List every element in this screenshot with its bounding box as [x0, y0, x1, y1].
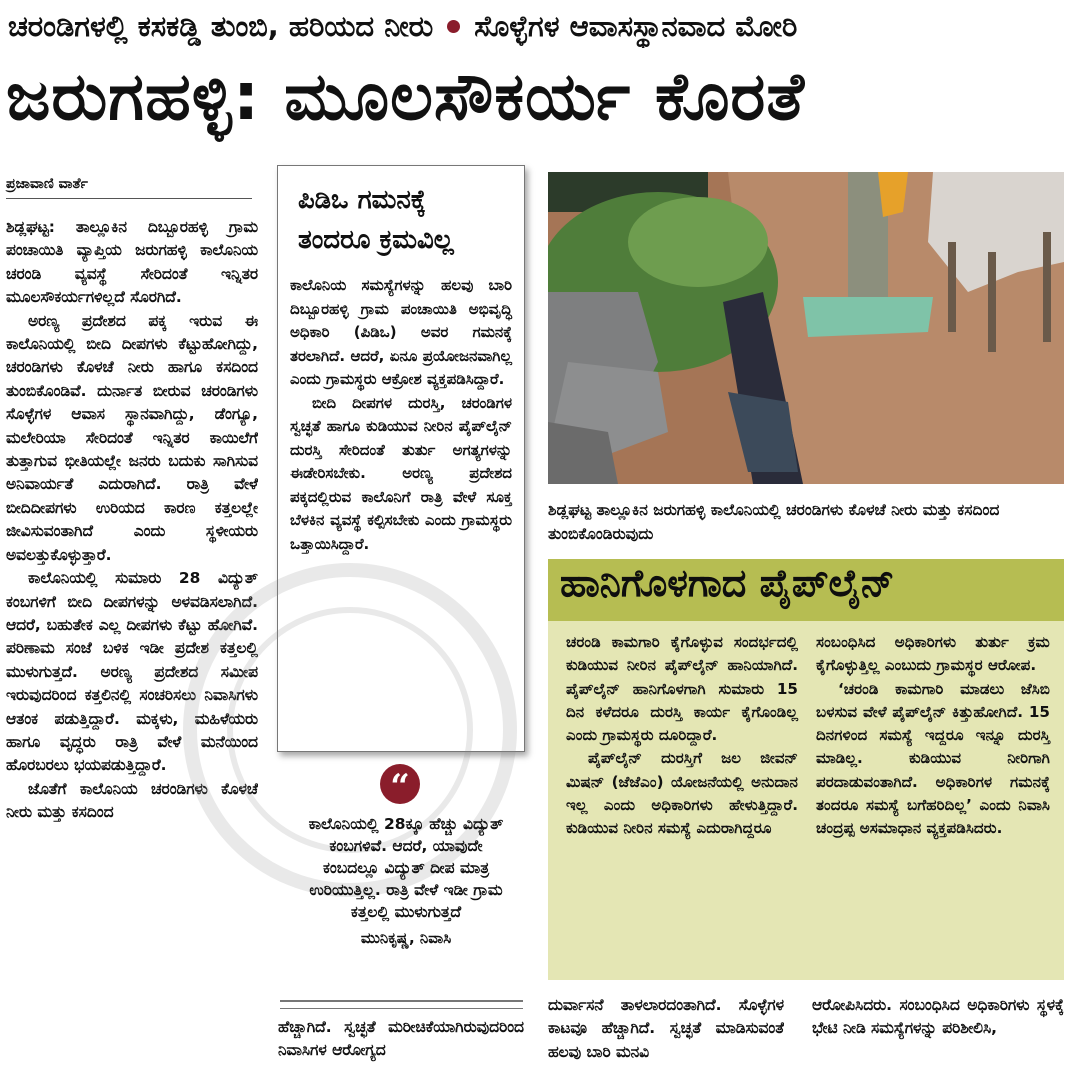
news-photo — [548, 172, 1064, 484]
panel-title: ಹಾನಿಗೊಳಗಾದ ಪೈಪ್‌ಲೈನ್ — [560, 561, 895, 605]
kicker-bullet — [447, 20, 460, 33]
article-column-3-continued — [548, 994, 784, 1080]
sidebar-box-title-line: ಪಿಡಿಒ ಗಮನಕ್ಕೆ — [298, 185, 427, 215]
paragraph: ಪೈಪ್‌ಲೈನ್ ದುರಸ್ತಿಗೆ ಜಲ ಜೀವನ್ ಮಿಷನ್ (ಜೆಜೆಎಂ) ಯೋಜನೆಯಲ್ಲಿ ಅನುದಾನ ಇಲ್ಲ ಎಂದು ಅಧಿಕಾರಿಗಳು ಹೇಳುತ್ತಿದ್ದಾರೆ. ಕುಡಿಯುವ ನೀರಿನ ಸಮಸ್ಯೆ ಎದುರಾಗಿದ್ದರೂ — [566, 749, 798, 838]
paragraph: ಅರಣ್ಯ ಪ್ರದೇಶದ ಪಕ್ಕ ಇರುವ ಈ ಕಾಲೊನಿಯಲ್ಲಿ ಬೀದಿ ದೀಪಗಳು ಕೆಟ್ಟುಹೋಗಿದ್ದು, ಚರಂಡಿಗಳು ಕೊಳಚೆ ನೀರು ಹಾಗೂ ಕಸದಿಂದ ತುಂಬಿಕೊಂಡಿವೆ. ದುರ್ನಾತ ಬೀರುವ ಚರಂಡಿಗಳು ಸೊಳ್ಳೆಗಳ ಆವಾಸ ಸ್ಥಾನವಾಗಿದ್ದು, ಡೆಂಗ್ಯೂ, ಮಲೇರಿಯಾ ಸೇರಿದಂತೆ ಇನ್ನಿತರ ಕಾಯಿಲೆಗೆ ತುತ್ತಾಗುವ ಭೀತಿಯಲ್ಲೇ ಜನರು ಬದುಕು ಸಾಗಿಸುವ ಅನಿವಾರ್ಯತೆ ಎದುರಾಗಿದೆ. ರಾತ್ರಿ ವೇಳೆ ಬೀದಿದೀಪಗಳು ಉರಿಯದ ಕಾರಣ ಕತ್ತಲಲ್ಲೇ ಜೀವಿಸುವಂತಾಗಿದೆ ಎಂದು ಸ್ಥಳೀಯರು ಅವಲತ್ತುಕೊಳ್ಳುತ್ತಾರೆ. — [6, 311, 258, 564]
sidebar-box-title-line: ತಂದರೂ ಕ್ರಮವಿಲ್ಲ — [298, 225, 454, 255]
article-column-2-continued — [278, 1016, 524, 1080]
panel-column-right — [816, 631, 1050, 841]
kicker-line — [8, 4, 1062, 48]
paragraph: ಜೊತೆಗೆ ಕಾಲೊನಿಯ ಚರಂಡಿಗಳು ಕೊಳಚೆ ನೀರು ಮತ್ತು ಕಸದಿಂದ — [6, 779, 258, 822]
byline: ಪ್ರಜಾವಾಣಿ ವಾರ್ತೆ — [6, 176, 252, 199]
article-column-1 — [6, 216, 258, 1076]
pull-quote — [300, 813, 512, 949]
kicker-left: ಚರಂಡಿಗಳಲ್ಲಿ ಕಸಕಡ್ಡಿ ತುಂಬಿ, ಹರಿಯದ ನೀರು — [8, 8, 434, 43]
quote-icon: “ — [380, 764, 420, 804]
sidebar-box-title — [298, 180, 508, 260]
divider — [280, 1000, 523, 1009]
paragraph: ‘ಚರಂಡಿ ಕಾಮಗಾರಿ ಮಾಡಲು ಜೆಸಿಬಿ ಬಳಸುವ ವೇಳೆ ಪೈಪ್‌ಲೈನ್ ಕಿತ್ತುಹೋಗಿದೆ. 15 ದಿನಗಳಿಂದ ಸಮಸ್ಯೆ ಇದ್ದರೂ ಇನ್ನೂ ದುರಸ್ತಿ ಮಾಡಿಲ್ಲ. ಕುಡಿಯುವ ನೀರಿಗಾಗಿ ಪರದಾಡುವಂತಾಗಿದೆ. ಅಧಿಕಾರಿಗಳ ಗಮನಕ್ಕೆ ತಂದರೂ ಸಮಸ್ಯೆ ಬಗೆಹರಿದಿಲ್ಲ’ ಎಂದು ನಿವಾಸಿ ಚಂದ್ರಪ್ಪ ಅಸಮಾಧಾನ ವ್ಯಕ್ತಪಡಿಸಿದರು. — [816, 679, 1050, 838]
article-column-4-continued — [812, 994, 1064, 1080]
pipeline-panel — [548, 559, 1064, 980]
paragraph: ಚರಂಡಿ ಕಾಮಗಾರಿ ಕೈಗೊಳ್ಳುವ ಸಂದರ್ಭದಲ್ಲಿ ಕುಡಿಯುವ ನೀರಿನ ಪೈಪ್‌ಲೈನ್ ಹಾನಿಯಾಗಿದೆ. ಪೈಪ್‌ಲೈನ್ ಹಾನಿಗೊಳಗಾಗಿ ಸುಮಾರು 15 ದಿನ ಕಳೆದರೂ ದುರಸ್ತಿ ಕಾರ್ಯ ಕೈಗೊಂಡಿಲ್ಲ ಎಂದು ಗ್ರಾಮಸ್ಥರು ದೂರಿದ್ದಾರೆ. — [566, 633, 798, 745]
paragraph: ಕಾಲೊನಿಯಲ್ಲಿ ಸುಮಾರು 28 ವಿದ್ಯುತ್ ಕಂಬಗಳಿಗೆ ಬೀದಿ ದೀಪಗಳನ್ನು ಅಳವಡಿಸಲಾಗಿದೆ. ಆದರೆ, ಬಹುತೇಕ ಎಲ್ಲ ದೀಪಗಳು ಕೆಟ್ಟು ಹೋಗಿವೆ. ಪರಿಣಾಮ ಸಂಜೆ ಬಳಿಕ ಇಡೀ ಪ್ರದೇಶ ಕತ್ತಲಲ್ಲಿ ಮುಳುಗುತ್ತದೆ. ಅರಣ್ಯ ಪ್ರದೇಶದ ಸಮೀಪ ಇರುವುದರಿಂದ ಕತ್ತಲಿನಲ್ಲಿ ಸಂಚರಿಸಲು ನಿವಾಸಿಗಳು ಆತಂಕ ಪಡುತ್ತಿದ್ದಾರೆ. ಮಕ್ಕಳು, ಮಹಿಳೆಯರು ಹಾಗೂ ವೃದ್ಧರು ರಾತ್ರಿ ವೇಳೆ ಮನೆಯಿಂದ ಹೊರಬರಲು ಭಯಪಡುತ್ತಿದ್ದಾರೆ. — [6, 569, 258, 775]
paragraph: ಬೀದಿ ದೀಪಗಳ ದುರಸ್ತಿ, ಚರಂಡಿಗಳ ಸ್ವಚ್ಛತೆ ಹಾಗೂ ಕುಡಿಯುವ ನೀರಿನ ಪೈಪ್‌ಲೈನ್ ದುರಸ್ತಿ ಸೇರಿದಂತೆ ತುರ್ತು ಅಗತ್ಯಗಳನ್ನು ಈಡೇರಿಸಬೇಕು. ಅರಣ್ಯ ಪ್ರದೇಶದ ಪಕ್ಕದಲ್ಲಿರುವ ಕಾಲೊನಿಗೆ ರಾತ್ರಿ ವೇಳೆ ಸೂಕ್ತ ಬೆಳಕಿನ ವ್ಯವಸ್ಥೆ ಕಲ್ಪಿಸಬೇಕು ಎಂದು ಗ್ರಾಮಸ್ಥರು ಒತ್ತಾಯಿಸಿದ್ದಾರೆ. — [290, 393, 512, 553]
pull-quote-attribution: ಮುನಿಕೃಷ್ಣ, ನಿವಾಸಿ — [360, 929, 452, 947]
panel-header — [548, 559, 1064, 621]
kicker-right: ಸೊಳ್ಳೆಗಳ ಆವಾಸಸ್ಥಾನವಾದ ಮೋರಿ — [474, 8, 798, 43]
pull-quote-text: ಕಾಲೊನಿಯಲ್ಲಿ 28ಕ್ಕೂ ಹೆಚ್ಚು ವಿದ್ಯುತ್ ಕಂಬಗಳಿವೆ. ಆದರೆ, ಯಾವುದೇ ಕಂಬದಲ್ಲೂ ವಿದ್ಯುತ್ ದೀಪ ಮಾತ್ರ ಉರಿಯುತ್ತಿಲ್ಲ. ರಾತ್ರಿ ವೇಳೆ ಇಡೀ ಗ್ರಾಮ ಕತ್ತಲಲ್ಲಿ ಮುಳುಗುತ್ತದೆ — [308, 815, 504, 921]
headline: ಜರುಗಹಳ್ಳಿ: ಮೂಲಸೌಕರ್ಯ ಕೊರತೆ — [6, 58, 805, 135]
sidebar-box — [277, 165, 525, 752]
paragraph: ಆರೋಪಿಸಿದರು. ಸಂಬಂಧಿಸಿದ ಅಧಿಕಾರಿಗಳು ಸ್ಥಳಕ್ಕೆ ಭೇಟಿ ನೀಡಿ ಸಮಸ್ಯೆಗಳನ್ನು ಪರಿಶೀಲಿಸಿ, — [812, 996, 1064, 1038]
panel-column-left — [566, 631, 798, 841]
paragraph: ಹೆಚ್ಚಾಗಿದೆ. ಸ್ವಚ್ಛತೆ ಮರೀಚಿಕೆಯಾಗಿರುವುದರಿಂದ ನಿವಾಸಿಗಳ ಆರೋಗ್ಯದ — [278, 1018, 524, 1060]
paragraph: ದುರ್ವಾಸನೆ ತಾಳಲಾರದಂತಾಗಿದೆ. ಸೊಳ್ಳೆಗಳ ಕಾಟವೂ ಹೆಚ್ಚಾಗಿದೆ. ಸ್ವಚ್ಛತೆ ಮಾಡಿಸುವಂತೆ ಹಲವು ಬಾರಿ ಮನವಿ — [548, 996, 784, 1061]
paragraph: ಶಿಡ್ಲಘಟ್ಟ: ತಾಲ್ಲೂಕಿನ ದಿಬ್ಬೂರಹಳ್ಳಿ ಗ್ರಾಮ ಪಂಚಾಯಿತಿ ವ್ಯಾಪ್ತಿಯ ಜರುಗಹಳ್ಳಿ ಕಾಲೊನಿಯ ಚರಂಡಿ ವ್ಯವಸ್ಥೆ ಸೇರಿದಂತೆ ಇನ್ನಿತರ ಮೂಲಸೌಕರ್ಯಗಳಿಲ್ಲದೆ ಸೊರಗಿದೆ. — [6, 218, 258, 307]
sidebar-box-text — [290, 274, 512, 556]
photo-caption: ಶಿಡ್ಲಘಟ್ಟ ತಾಲ್ಲೂಕಿನ ಜರುಗಹಳ್ಳಿ ಕಾಲೊನಿಯಲ್ಲಿ ಚರಂಡಿಗಳು ಕೊಳಚೆ ನೀರು ಮತ್ತು ಕಸದಿಂದ ತುಂಬಿಕೊಂಡಿರುವುದು — [548, 501, 1000, 543]
paragraph: ಸಂಬಂಧಿಸಿದ ಅಧಿಕಾರಿಗಳು ತುರ್ತು ಕ್ರಮ ಕೈಗೊಳ್ಳುತ್ತಿಲ್ಲ ಎಂಬುದು ಗ್ರಾಮಸ್ಥರ ಆರೋಪ. — [816, 633, 1050, 675]
paragraph: ಕಾಲೊನಿಯ ಸಮಸ್ಯೆಗಳನ್ನು ಹಲವು ಬಾರಿ ದಿಬ್ಬೂರಹಳ್ಳಿ ಗ್ರಾಮ ಪಂಚಾಯಿತಿ ಅಭಿವೃದ್ಧಿ ಅಧಿಕಾರಿ (ಪಿಡಿಒ) ಅವರ ಗಮನಕ್ಕೆ ತರಲಾಗಿದೆ. ಆದರೆ, ಏನೂ ಪ್ರಯೋಜನವಾಗಿಲ್ಲ ಎಂದು ಗ್ರಾಮಸ್ಥರು ಆಕ್ರೋಶ ವ್ಯಕ್ತಪಡಿಸಿದ್ದಾರೆ. — [290, 276, 512, 388]
